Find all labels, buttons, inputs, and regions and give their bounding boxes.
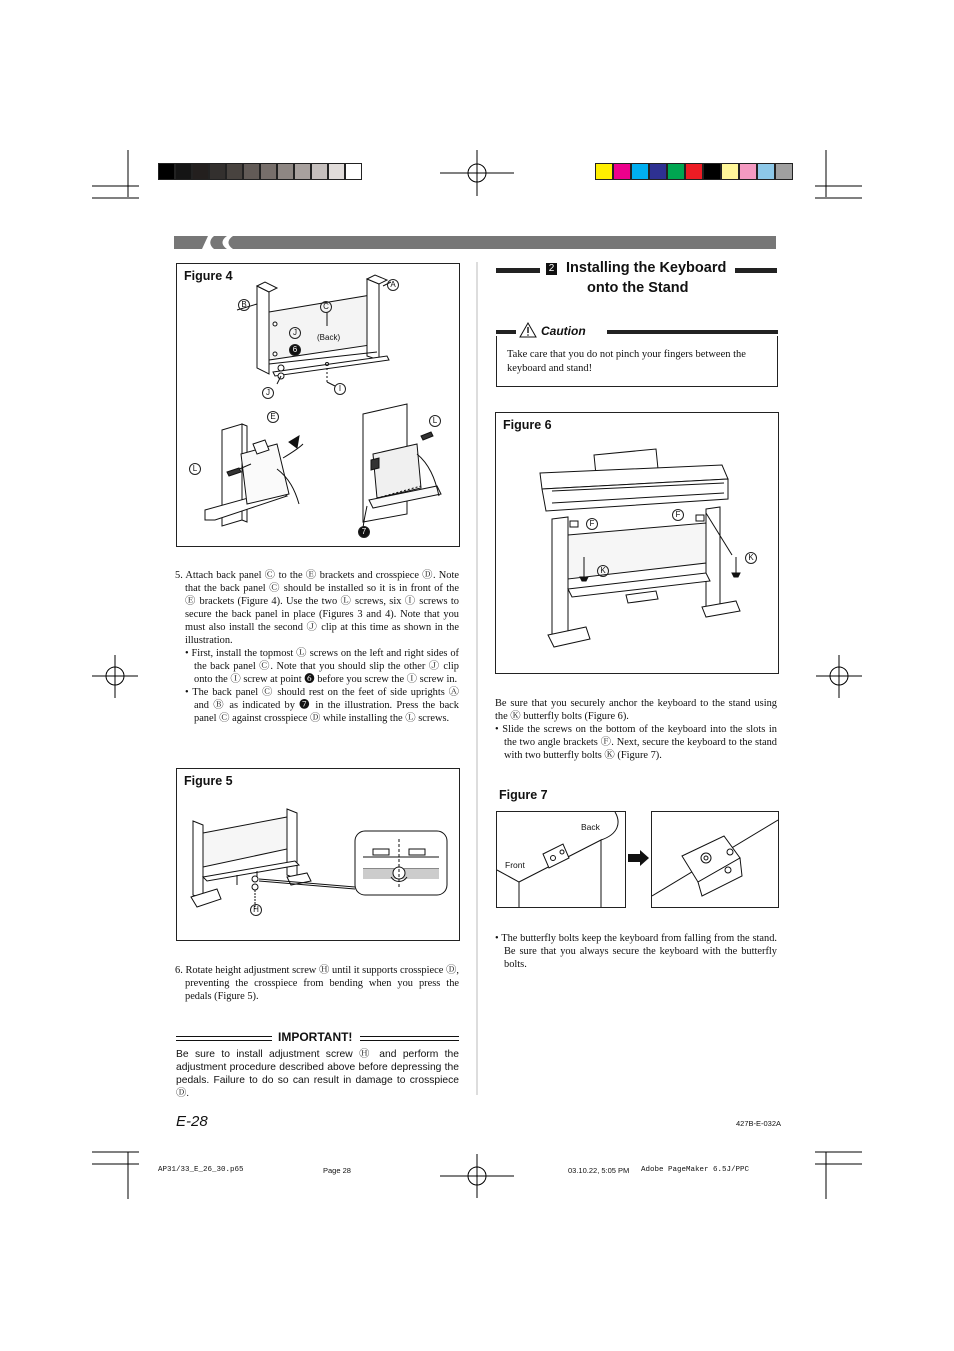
footer-file: AP31/33_E_26_30.p65 xyxy=(158,1166,244,1174)
color-swatch xyxy=(667,163,685,180)
step-6 xyxy=(175,964,459,1003)
figure-6-label: Figure 6 xyxy=(503,418,552,432)
color-swatch xyxy=(631,163,649,180)
color-swatch xyxy=(757,163,775,180)
color-swatch xyxy=(192,163,209,180)
section-title-line-1: Installing the Keyboard xyxy=(566,260,727,276)
label-h: H xyxy=(250,904,262,916)
registration-mark-right xyxy=(816,655,862,698)
color-swatch xyxy=(260,163,277,180)
safety-note xyxy=(495,932,777,971)
anchor-paragraph: Be sure that you securely anchor the keyboard to the stand using the Ⓚ butterfly bolts (Figure 6). xyxy=(495,698,777,722)
step-5-text: 5. Attach back panel Ⓒ to the Ⓔ brackets and crosspiece Ⓓ. Note that the back panel Ⓒ should be installed so it is in front of the Ⓔ brackets (Figure 4). Use the two Ⓛ screws, six Ⓘ screws to secure the back panel in place (Figures 3 and 4). Note that you must also install the second Ⓙ clip at this time as shown in the illustration. xyxy=(175,570,459,646)
color-swatch xyxy=(158,163,175,180)
section-number: 2 xyxy=(546,263,557,275)
important-rule-right xyxy=(360,1036,459,1041)
color-swatch xyxy=(739,163,757,180)
step-6-text: 6. Rotate height adjustment screw Ⓗ until it supports crosspiece Ⓓ, preventing the crosspiece from bending when you press the pedals (Figure 5). xyxy=(175,965,459,1002)
figure-5-label: Figure 5 xyxy=(184,774,233,788)
arrow-right-icon xyxy=(628,850,650,866)
step-5-bullet-2: • The back panel Ⓒ should rest on the feet of side uprights Ⓐ and Ⓑ as indicated by ❼ in the illustration. Press the back panel Ⓒ against crosspiece Ⓓ while installing the Ⓛ screws. xyxy=(185,687,459,724)
bracket-after-illustration xyxy=(652,812,778,907)
footer-app: Adobe PageMaker 6.5J/PPC xyxy=(641,1166,750,1174)
stand-assembly-illustration xyxy=(177,264,459,546)
section-bar-left xyxy=(496,268,540,273)
label-back: (Back) xyxy=(317,333,341,342)
label-e: E xyxy=(267,411,279,423)
anchor-instructions xyxy=(495,697,777,762)
section-bar-right xyxy=(735,268,777,273)
warning-icon xyxy=(519,322,537,338)
color-swatch xyxy=(775,163,793,180)
figure-7-label: Figure 7 xyxy=(499,788,548,802)
registration-mark-left xyxy=(92,655,138,698)
figure-7-right-panel xyxy=(651,811,779,908)
color-swatch xyxy=(649,163,667,180)
page-number: E-28 xyxy=(176,1113,208,1130)
label-a: A xyxy=(387,279,399,291)
document-code: 427B-E-032A xyxy=(736,1119,782,1128)
section-title-line-2: onto the Stand xyxy=(587,280,689,296)
label-b: B xyxy=(238,299,250,311)
header-bar xyxy=(174,236,778,250)
label-f-left: F xyxy=(586,518,598,530)
label-i: I xyxy=(334,383,346,395)
label-j-lower: J xyxy=(262,387,274,399)
label-k-left: K xyxy=(597,565,609,577)
label-j-upper: J xyxy=(289,327,301,339)
footer-page: Page 28 xyxy=(323,1166,351,1175)
figure-5 xyxy=(176,768,460,941)
footer-date: 03.10.22, 5:05 PM xyxy=(568,1166,630,1175)
color-swatch xyxy=(613,163,631,180)
color-swatch-strip xyxy=(595,163,795,180)
color-swatch xyxy=(209,163,226,180)
label-6: 6 xyxy=(289,344,301,356)
keyboard-on-stand-illustration xyxy=(496,413,778,673)
caution-title: Caution xyxy=(541,324,586,338)
label-l-left: L xyxy=(189,463,201,475)
registration-mark-top xyxy=(440,150,514,196)
color-swatch xyxy=(311,163,328,180)
color-swatch xyxy=(721,163,739,180)
caution-rule-right xyxy=(607,330,778,334)
caution-text: Take care that you do not pinch your fingers between the keyboard and stand! xyxy=(507,349,746,374)
color-swatch xyxy=(277,163,294,180)
color-swatch xyxy=(226,163,243,180)
label-c: C xyxy=(320,301,332,313)
color-swatch xyxy=(243,163,260,180)
label-7: 7 xyxy=(358,526,370,538)
height-adjust-illustration xyxy=(177,769,459,940)
figure-4-label: Figure 4 xyxy=(184,269,233,283)
important-title: IMPORTANT! xyxy=(278,1030,353,1044)
caution-box xyxy=(496,324,778,387)
safety-note-text: • The butterfly bolts keep the keyboard from falling from the stand. Be sure that you always secure the keyboard with the butterfly bolts. xyxy=(495,933,777,970)
color-swatch xyxy=(595,163,613,180)
registration-mark-bottom xyxy=(440,1154,514,1198)
figure-6 xyxy=(495,412,779,674)
step-5-bullet-1: • First, install the topmost Ⓛ screws on the left and right sides of the back panel Ⓒ. Note that you should slip the other Ⓙ clip onto the Ⓘ screw at point ❻ before you screw the Ⓘ screw in. xyxy=(185,648,459,685)
front-label: Front xyxy=(505,860,525,870)
color-swatch xyxy=(703,163,721,180)
label-l-right: L xyxy=(429,415,441,427)
important-text: Be sure to install adjustment screw Ⓗ and perform the adjustment procedure described above before depressing the pedals. Failure to do so can result in damage to crosspiece Ⓓ. xyxy=(176,1049,459,1099)
back-label: Back xyxy=(581,822,600,832)
step-5 xyxy=(175,569,459,725)
anchor-bullet: • Slide the screws on the bottom of the keyboard into the slots in the two angle brackets Ⓕ. Next, secure the keyboard to the stand with two butterfly bolts Ⓚ (Figure 7). xyxy=(495,724,777,761)
figure-4 xyxy=(176,263,460,547)
color-swatch xyxy=(294,163,311,180)
label-k-right: K xyxy=(745,552,757,564)
color-swatch xyxy=(345,163,362,180)
important-rule-left xyxy=(176,1036,272,1041)
label-f-right: F xyxy=(672,509,684,521)
figure-7-left-panel xyxy=(496,811,626,908)
color-swatch xyxy=(328,163,345,180)
color-swatch xyxy=(685,163,703,180)
gray-swatch-strip xyxy=(158,163,362,180)
caution-rule-left xyxy=(496,330,516,334)
color-swatch xyxy=(175,163,192,180)
